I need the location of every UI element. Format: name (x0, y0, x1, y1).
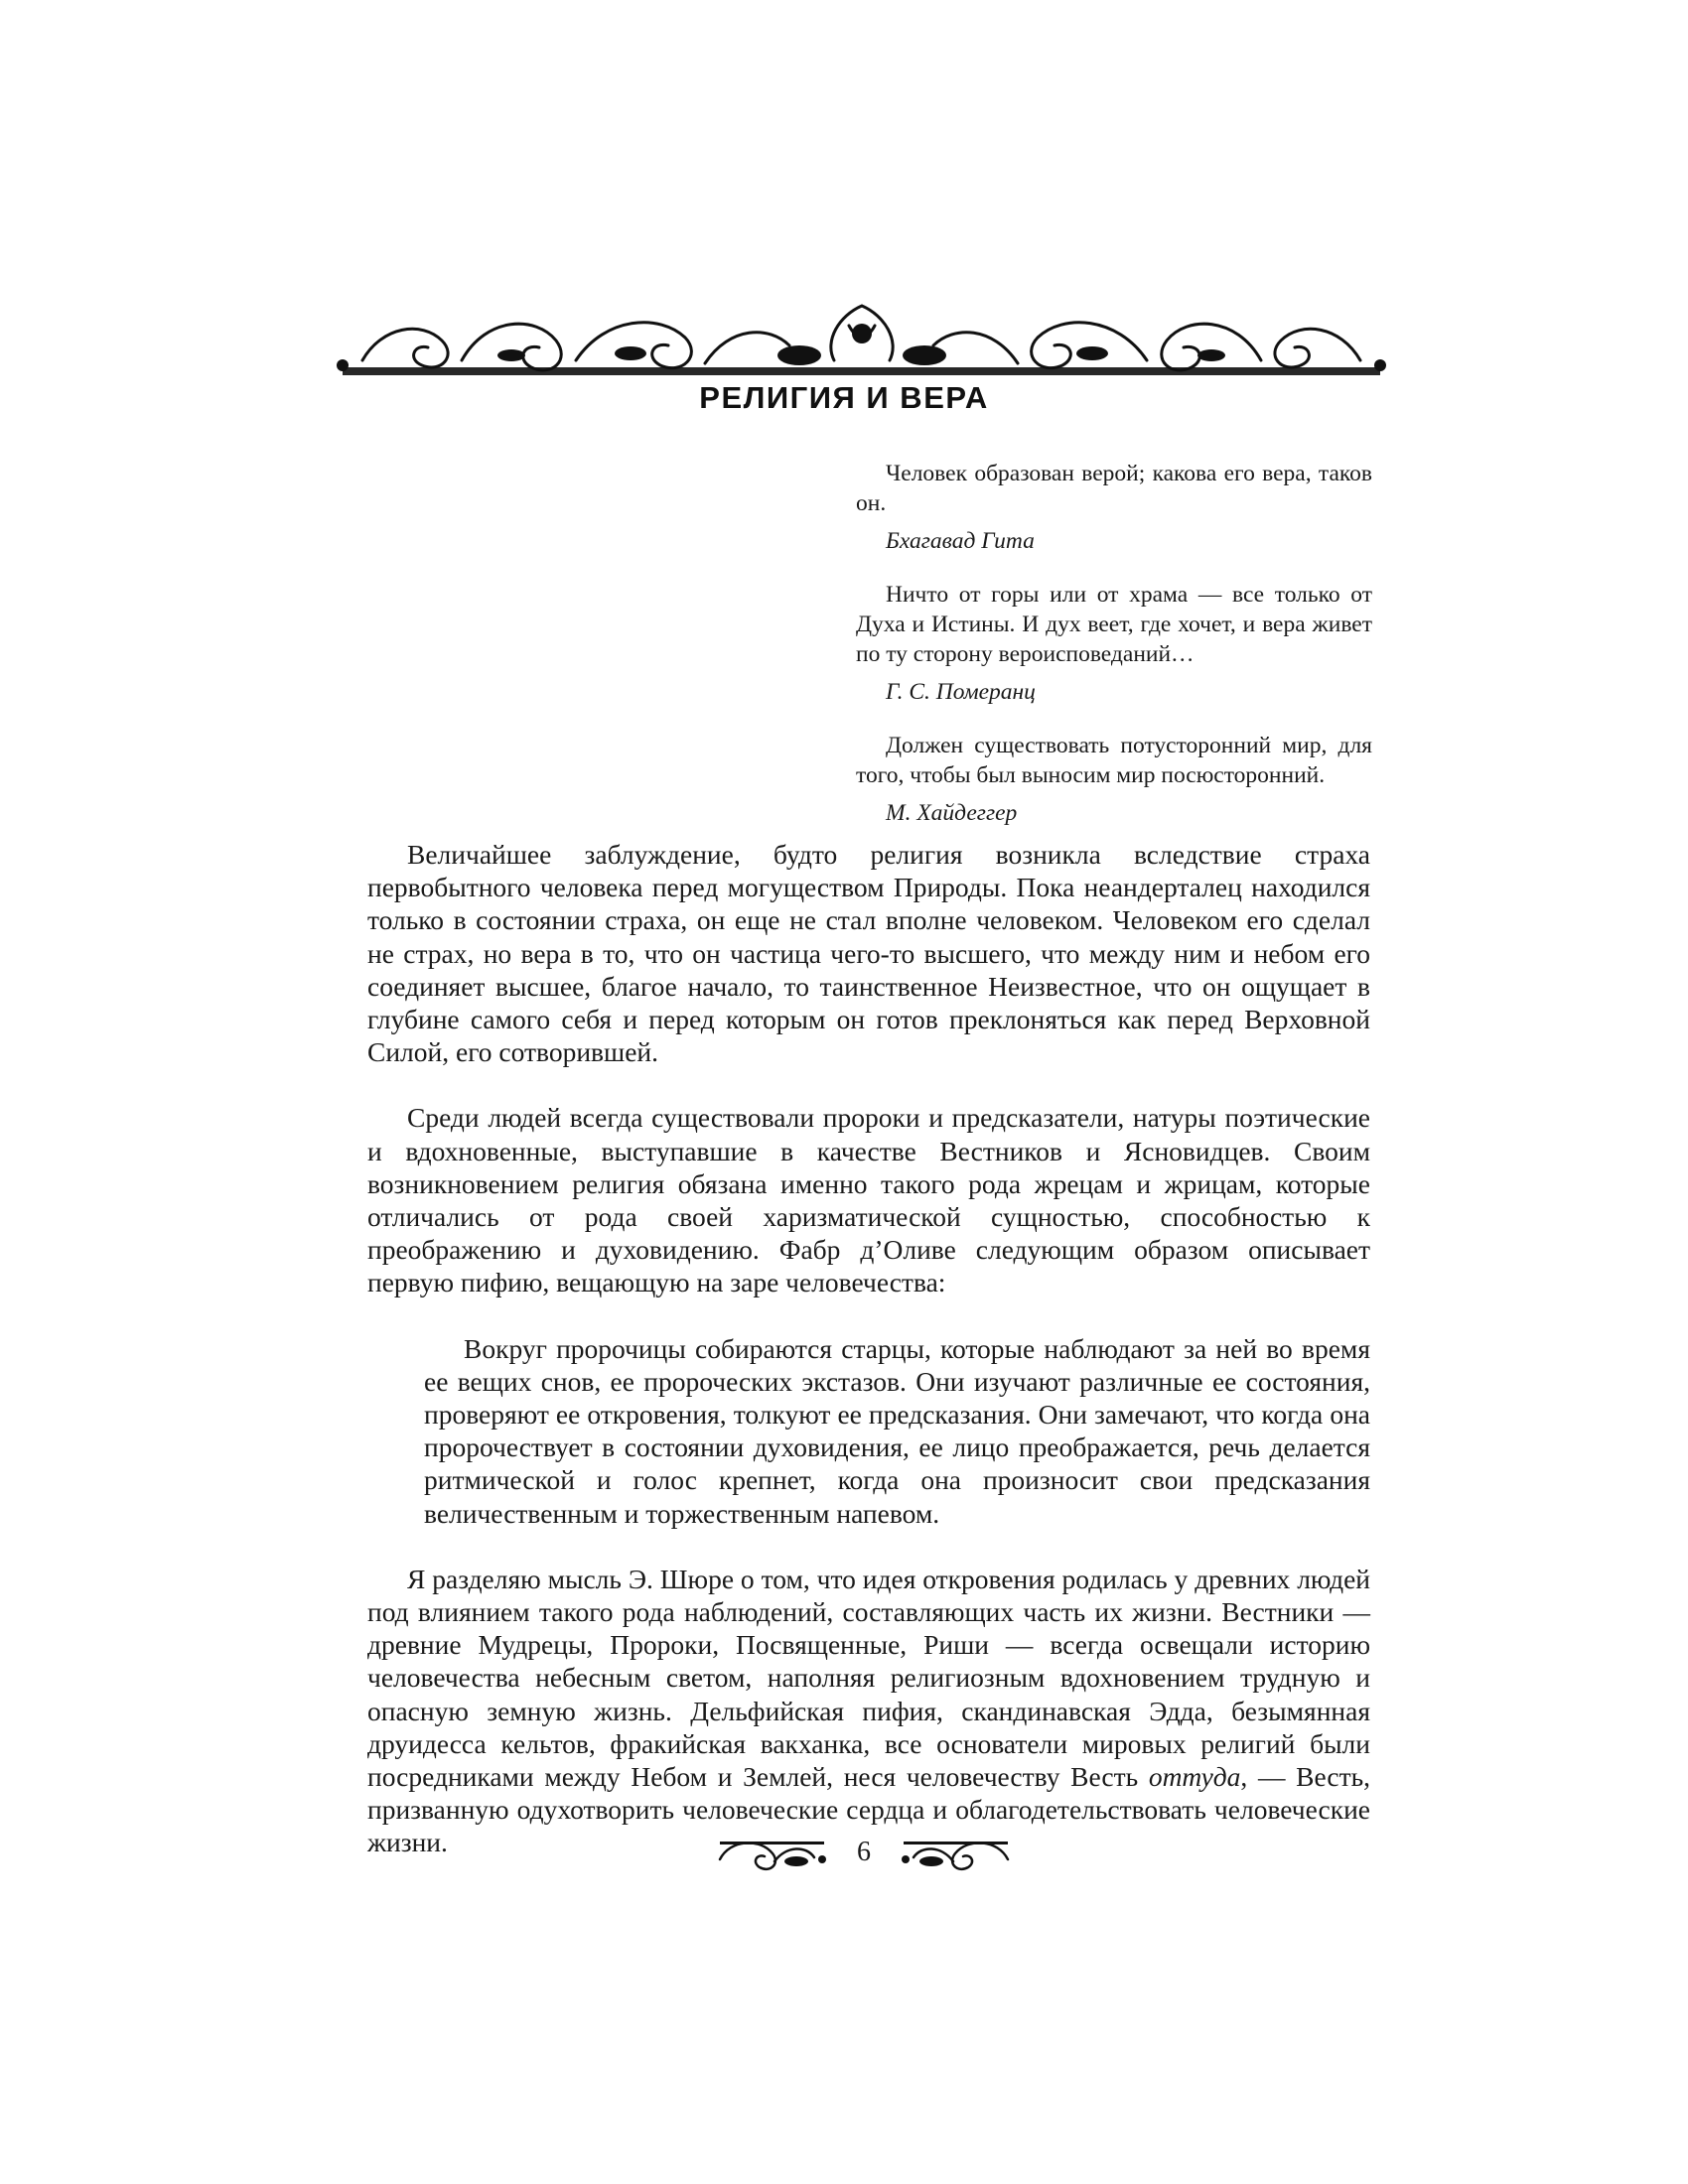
chapter-title: РЕЛИГИЯ И ВЕРА (699, 380, 989, 415)
paragraph-text: Я разделяю мысль Э. Шюре о том, что идея откровения родилась у древних людей под влиянием такого рода наблюдений, составляющих часть их жизни. Вестники — древние Мудрецы, Пророки, Посвященные, Риши — всегда освещали историю человечества небесным светом, наполняя религиозным вдохновением трудную и опасную земную жизнь. Дельфийская пифия, скандинавская Эдда, безымянная друидесса кельтов, фракийская вакханка, все основатели мировых религий были посредниками между Небом и Землей, неся человечеству Весть (367, 1563, 1370, 1793)
paragraph (367, 1563, 1370, 1859)
epigraph-quote: Ничто от горы или от храма — все только от Духа и Истины. И дух веет, где хочет, и вера живет по ту сторону вероисповеданий… (856, 582, 1372, 667)
epigraph (856, 580, 1372, 707)
epigraph-quote: Должен существовать потусторонний мир, для того, чтобы был выносим мир посюсторонний. (856, 733, 1372, 788)
body-text (367, 838, 1370, 1892)
epigraph-author: М. Хайдеггер (886, 800, 1018, 826)
epigraph-author: Г. С. Померанц (886, 679, 1036, 705)
paragraph: Величайшее заблуждение, будто религия возникла вследствие страха первобытного человека перед могуществом Природы. Пока неандерталец находился только в состоянии страха, он еще не стал вполне человеком. Человеком его сделал не страх, но вера в то, что он частица чего-то высшего, что между ним и небом его соединяет высшее, благое начало, то таинственное Неизвестное, что он ощущает в глубине самого себя и перед которым он готов преклоняться как перед Верховной Силой, его сотворившей. (367, 839, 1370, 1068)
epigraph-author: Бхагавад Гита (886, 528, 1035, 554)
epigraphs (856, 459, 1372, 852)
epigraph-quote: Человек образован верой; какова его вера, таков он. (856, 461, 1372, 516)
page-number: 6 (857, 1837, 871, 1867)
paragraph-text: , — Весть, призванную одухотворить человеческие сердца и облагодетельствовать человеческие жизни. (367, 1761, 1371, 1858)
header-ornament (323, 286, 1400, 385)
emphasis-text: оттуда (1148, 1761, 1241, 1793)
paragraph: Среди людей всегда существовали пророки и предсказатели, натуры поэтические и вдохновенные, выступавшие в качестве Вестников и Ясновидцев. Своим возникновением религия обязана именно такого рода жрецам и жрицам, которые отличались от рода своей харизматической сущностью, способностью к преображению и духовидению. Фабр д’Оливе следующим образом описывает первую пифию, вещающую на заре человечества: (367, 1102, 1370, 1298)
footer-ornament-right-icon (899, 1832, 1013, 1875)
epigraph (856, 459, 1372, 556)
block-quote: Вокруг пророчицы собираются старцы, которые наблюдают за ней во время ее вещих снов, ее пророческих экстазов. Они изучают различные ее состояния, проверяют ее откровения, толкуют ее предсказания. Они замечают, что когда она пророчествует в состоянии духовидения, ее лицо преображается, речь делается ритмической и голос крепнет, когда она произносит свои предсказания величественным и торжественным напевом. (424, 1332, 1370, 1529)
page-footer (715, 1827, 1013, 1886)
epigraph (856, 731, 1372, 828)
